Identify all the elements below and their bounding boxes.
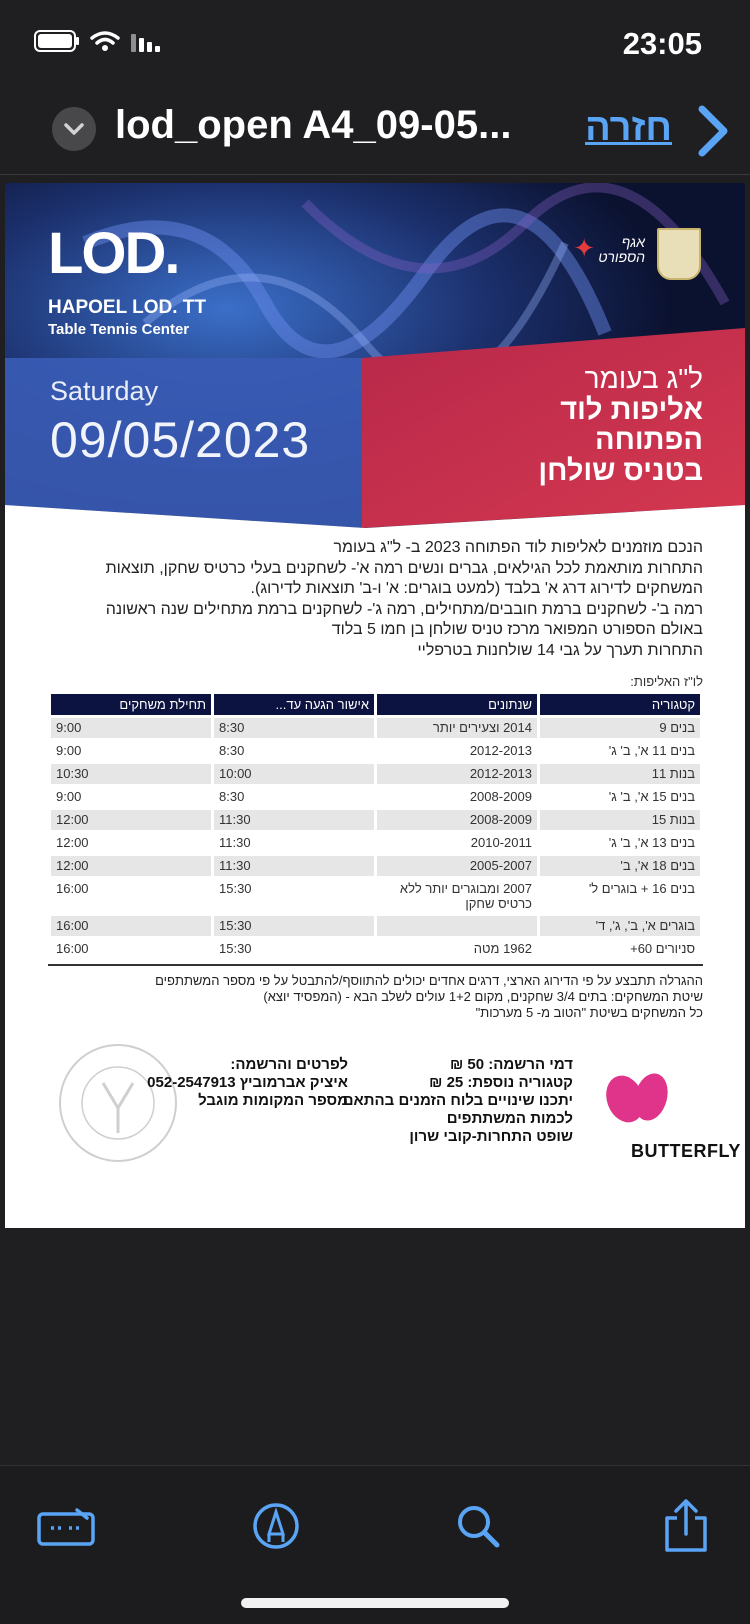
intro-line: הנכם מוזמנים לאליפות לוד הפתוחה 2023 ב- ל"ג בעומר <box>333 539 703 556</box>
event-date <box>50 376 310 469</box>
start-cell: 9:00 <box>51 718 211 738</box>
intro-line: רמה ב'- לשחקנים ברמת חובבים/מתחילים, רמה ג'- לשחקנים ברמת מתחילים שנה ראשונה <box>105 600 703 618</box>
intro-line: באולם הספורט המפואר מרכז טניס שולחן בן חמו 5 בלוד <box>331 621 703 638</box>
years-cell: 2014 וצעירים יותר <box>377 718 537 738</box>
contact-line: מספר המקומות מוגבל <box>198 1092 348 1109</box>
battery-icon <box>34 30 80 52</box>
fee-line: יתכנו שינויים בלוח הזמנים בהתאם <box>342 1092 573 1109</box>
start-cell: 12:00 <box>51 810 211 830</box>
search-button[interactable] <box>448 1496 508 1556</box>
table-row <box>51 879 700 913</box>
years-cell: 2005-2007 <box>377 856 537 876</box>
checkin-cell: 8:30 <box>219 789 245 804</box>
table-header-row <box>51 694 700 715</box>
column-header: שנתונים <box>377 694 537 715</box>
markup-icon <box>252 1502 300 1550</box>
column-header: אישור הגעה עד... <box>214 694 374 715</box>
years-cell <box>377 916 537 936</box>
schedule-caption: לו"ז האליפות: <box>630 674 703 689</box>
poster-header <box>5 183 745 543</box>
years-cell: 2010-2011 <box>470 835 532 850</box>
start-cell: 10:30 <box>51 764 211 784</box>
table-row <box>51 810 700 830</box>
category-cell: בוגרים א', ב', ג', ד' <box>540 916 700 936</box>
pdf-page[interactable] <box>5 183 745 1228</box>
years-cell: 2012-2013 <box>469 743 532 758</box>
butterfly-icon <box>593 1071 703 1143</box>
fee-line: שופט התחרות-קובי שרון <box>409 1128 573 1145</box>
title-menu-button[interactable] <box>52 107 96 151</box>
share-button[interactable] <box>656 1496 716 1556</box>
scan-button[interactable] <box>36 1496 96 1556</box>
start-cell: 12:00 <box>56 835 89 850</box>
start-cell: 16:00 <box>56 941 89 956</box>
column-header: תחילת משחקים <box>51 694 211 715</box>
checkin-cell: 8:30 <box>214 718 374 738</box>
logo-subtitle: Table Tennis Center <box>48 321 190 338</box>
start-cell: 9:00 <box>56 743 82 758</box>
table-row <box>51 856 700 876</box>
years-cell: 1962 מטה <box>473 941 532 956</box>
share-icon <box>663 1498 709 1554</box>
checkin-cell: 15:30 <box>214 916 374 936</box>
logo-name: HAPOEL LOD. TT <box>48 297 206 318</box>
event-day: Saturday <box>50 376 159 406</box>
contact-info <box>147 1056 348 1110</box>
table-row <box>51 787 700 807</box>
fee-line: לכמות המשתתפים <box>446 1110 573 1127</box>
table-row <box>51 916 700 936</box>
years-cell: 2007 ומבוגרים יותר ללא כרטיס שחקן <box>399 881 532 911</box>
checkin-cell: 15:30 <box>219 881 252 896</box>
table-row <box>51 718 700 738</box>
category-cell: בנות 11 <box>540 764 700 784</box>
table-row <box>51 741 700 761</box>
note-line: שיטת המשחקים: בתים 3/4 שחקנים, מקום 1+2 עולים לשלב הבא - (המפסיד יוצא) <box>263 989 703 1004</box>
note-line: כל המשחקים בשיטת "הטוב מ- 5 מערכות" <box>475 1005 703 1020</box>
category-cell: סניורים 60+ <box>630 941 695 956</box>
checkin-cell: 10:00 <box>214 764 374 784</box>
butterfly-logo <box>593 1071 741 1161</box>
search-icon <box>455 1503 501 1549</box>
signal-icon <box>130 30 164 52</box>
start-cell: 9:00 <box>56 789 82 804</box>
start-cell: 16:00 <box>56 881 89 896</box>
category-cell: בנים 9 <box>540 718 700 738</box>
document-title[interactable]: lod_open A4_09-05... <box>115 103 512 147</box>
back-button[interactable] <box>692 103 732 164</box>
title-line: אליפות לוד <box>560 394 703 426</box>
intro-line: התחרות מותאמת לכל הגילאים, גברים ונשים רמה א'- לשחקנים בעלי כרטיס שחקן, תוצאות <box>105 559 703 577</box>
category-cell: בנים 13 א', ב' ג' <box>608 835 695 850</box>
intro-line: התחרות תערך על גבי 14 שולחנות בטרפליי <box>417 641 703 659</box>
wifi-icon <box>90 30 120 52</box>
hapoel-lod-logo <box>48 221 206 338</box>
checkin-cell: 11:30 <box>219 835 251 850</box>
start-cell: 16:00 <box>51 916 211 936</box>
status-time: 23:05 <box>622 26 702 61</box>
event-date-value: 09/05/2023 <box>50 412 311 468</box>
sports-dept-logo-icon: ✦ <box>573 233 595 263</box>
event-title <box>538 363 703 486</box>
years-cell: 2008-2009 <box>377 810 537 830</box>
home-indicator[interactable] <box>241 1598 509 1608</box>
category-cell: בנים 11 א', ב' ג' <box>608 743 695 758</box>
fee-line: דמי הרשמה: 50 ₪ <box>449 1056 573 1073</box>
notes <box>83 973 703 1021</box>
table-row <box>51 833 700 853</box>
contact-line: לפרטים והרשמה: <box>230 1056 348 1073</box>
checkin-cell: 11:30 <box>214 810 374 830</box>
title-line: בטניס שולחן <box>538 454 703 487</box>
years-cell: 2012-2013 <box>377 764 537 784</box>
status-bar <box>0 0 750 90</box>
markup-button[interactable] <box>246 1496 306 1556</box>
nav-bar <box>0 95 750 175</box>
category-cell: בנים 15 א', ב' ג' <box>608 789 695 804</box>
title-line: הפתוחה <box>595 424 703 457</box>
butterfly-wordmark: BUTTERFLY <box>631 1141 741 1161</box>
chevron-right-icon <box>692 103 732 159</box>
table-divider <box>48 964 703 966</box>
checkin-cell: 15:30 <box>219 941 252 956</box>
fees-info <box>343 1056 573 1146</box>
table-row <box>51 939 700 959</box>
category-cell: בנים 18 א', ב' <box>540 856 700 876</box>
scan-icon <box>37 1506 95 1546</box>
table-row <box>51 764 700 784</box>
category-cell: בנות 15 <box>540 810 700 830</box>
column-header: קטגוריה <box>540 694 700 715</box>
category-cell: בנים 16 + בוגרים ל' <box>588 881 695 896</box>
logo-mark: LOD. <box>48 221 179 286</box>
city-emblem-icon <box>657 228 701 280</box>
back-link[interactable]: חזרה <box>585 107 672 149</box>
contact-line: איציק אברמוביץ 052-2547913 <box>147 1074 348 1091</box>
title-pre: ל"ג בעומר <box>584 363 703 394</box>
sports-dept-label: אגף הספורט <box>598 234 645 266</box>
chevron-down-icon <box>63 122 85 136</box>
checkin-cell: 11:30 <box>214 856 374 876</box>
intro-text <box>83 538 703 661</box>
fee-line: קטגוריה נוספת: 25 ₪ <box>429 1074 573 1091</box>
note-line: ההגרלה תתבצע על פי הדירוג הארצי, דרגים אחדים יכולים להתווסף/להתבטל על פי מספר המשתתפים <box>155 973 703 988</box>
start-cell: 12:00 <box>51 856 211 876</box>
intro-line: המשחקים לדירוג דרג א' בלבד (למעט בוגרים: א' ו-ב' תוצאות לדירוג). <box>250 580 703 597</box>
schedule-table <box>48 691 703 962</box>
checkin-cell: 8:30 <box>219 743 245 758</box>
status-icons <box>34 30 164 52</box>
years-cell: 2008-2009 <box>469 789 532 804</box>
